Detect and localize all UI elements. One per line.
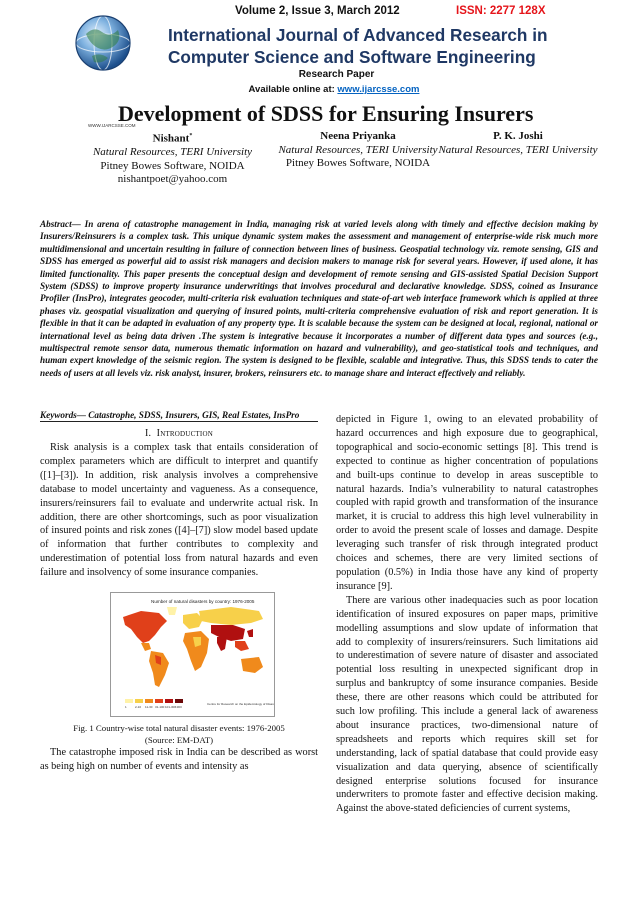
- issn: ISSN: 2277 128X: [456, 5, 546, 17]
- legend-swatch-3: [145, 699, 153, 703]
- abstract: Abstract— In arena of catastrophe management in India, managing risk at varied levels along with timely and effective decision making by Insurers/Reinsurers is a complex task. This unique dynamic system makes the assessment and management of enterprise-wide risk much more multidimensional and uncertain resulting in failure of connection between lines of business. Geospatial technology viz. remote sensing, GIS and SDSS has emerged as powerful aid to assist risk managers and decision makers to manage risk for several years. However, if used alone, it has limited functionality. This paper presents the conceptual design and development of remote sensing and GIS-assisted Spatial Decision Support System (SDSS) to improve property insurance underwritings that involves procedural and declarative knowledge. SDSS, coined as Insurance Profiler (InsPro), integrates geocoder, multi-criteria risk evaluation techniques and state-of-art web interface framework which is applied at three phases viz. geospatial visualization and querying of insured points, multi-criteria comprehensive evaluation of risk and report generation. It is flexible in that it can be adapted in evaluation of any property type. It is scalable because the system can be designed at local, regional, national or international level as being data driven .The system is integrative because it incorporates a number of different data types and sources (e.g., multispectral remote sensor data, numerous thematic information on hazard and vulnerability), and geo-statistical tools and techniques, and human expert knowledge of the seismic region. The system is designed to be flexible, scalable and integrative. Thus, this SDSS tends to cater the needs of users at all levels viz. risk analyst, insurer, brokers, reinsurers etc. to manage share and interact effectively and reliably.: [40, 219, 598, 378]
- legend-label-1: 1: [125, 705, 127, 709]
- available-online-label: Available online at:: [248, 84, 338, 95]
- left-column-text-bottom: [40, 746, 318, 774]
- intro-paragraph-2: The catastrophe imposed risk in India can be described as worst as being high on number of events and intensity as: [40, 747, 318, 772]
- author-block-1: [60, 130, 285, 187]
- section-number: I.: [145, 428, 152, 439]
- author-block-3: [428, 130, 608, 157]
- author-affiliation-1: Natural Resources, TERI University: [278, 143, 438, 156]
- figure-caption-line-2: (Source: EM-DAT): [144, 734, 214, 745]
- author-affiliation-2: Pitney Bowes Software, NOIDA: [100, 159, 245, 172]
- legend-label-2: 2-10: [135, 705, 142, 709]
- available-online: [0, 84, 638, 95]
- figure-caption-line-1: Fig. 1 Country-wise total natural disaster events: 1976-2005: [73, 723, 285, 733]
- right-column-text: [336, 413, 598, 816]
- legend-swatch-2: [135, 699, 143, 703]
- logo-caption: WWW.IJARCSSE.COM: [88, 123, 136, 128]
- author-name: P. K. Joshi: [493, 130, 543, 142]
- intro-paragraph-3: depicted in Figure 1, owing to an elevated probability of hazard occurrences and high exposure due to geographical, topographical and socio-economic settings [8]. This trend is expected to continue as higher concentration of populations and built-ups continue to develop in areas susceptible to natural hazards. India’s vulnerability to natural catastrophes coupled with rapid growth and transformation of the insurance market, it is crucial to address this high level vulnerability in order to avoid the present scale of losses and damage. Despite leveraging such transfer of risk through integrated product choices and schemes, there are very limited sections of population (0.5%) in India those have any kind of property insurance [9].: [336, 414, 598, 592]
- journal-name: [168, 24, 598, 68]
- legend-swatch-1: [125, 699, 133, 703]
- figure-credit: Centre for Research on the Epidemiology of Disasters: [207, 702, 274, 706]
- keywords: Keywords— Catastrophe, SDSS, Insurers, GIS, Real Estates, InsPro: [40, 410, 318, 422]
- author-affiliation-2: Pitney Bowes Software, NOIDA: [285, 157, 431, 169]
- section-title: Introduction: [156, 428, 213, 439]
- left-column-text: [40, 441, 318, 580]
- author-affiliation-1: Natural Resources, TERI University: [92, 146, 253, 159]
- journal-url-link[interactable]: www.ijarcsse.com: [337, 84, 420, 95]
- intro-paragraph-4: There are various other inadequacies such as poor location identification of insured exposures on paper maps, primitive modelling assumptions and slow update of information that add to complexity of insurers/reinsurers. Such limitations aid to underestimation of severe nature of disaster and associated potential loss resulting in unexpected significant drop in surplus and bankruptcy of some insurance companies. Beside these, there are other reasons which could be attributed for such low profiling. This include a general lack of awareness about insurance practices, two-dimensional nature of spreadsheets and reports which requires skill set for understanding, lack of spatial database that could provide easy visualization and data querying, absence of scientifically designed enterprise solutions focused for insurance underwriters to promote faster and effective decision making. Against the above-stated deficiencies of current systems,: [336, 594, 598, 815]
- legend-label-4: 31-100: [155, 705, 165, 709]
- legend-label-6: >300: [175, 705, 182, 709]
- legend-swatch-6: [175, 699, 183, 703]
- author-name: Nishant*: [152, 132, 193, 145]
- section-heading-introduction: [40, 428, 318, 439]
- legend-swatch-4: [155, 699, 163, 703]
- author-email: nishantpoet@yahoo.com: [117, 173, 228, 186]
- author-affiliation-1: Natural Resources, TERI University: [438, 143, 598, 156]
- author-name: Neena Priyanka: [320, 130, 396, 142]
- volume-issue: Volume 2, Issue 3, March 2012: [235, 5, 400, 17]
- intro-paragraph-1: Risk analysis is a complex task that entails consideration of complex parameters which are difficult to interpret and quantify ([1]–[3]). In addition, risk analysis involves a comprehensive database to model uncertainty and vagueness. As a consequence, insurers/reinsurers fail to evaluate and underwrite actual risk. In addition, there are other shortcomings, such as poor visualization of insured points and risk zones ([4]–[7]) slow model based update of information that further contributes to complexity and underestimation of potential loss from natural hazards and even failure and insolvency of some insurance companies.: [40, 442, 318, 579]
- legend-label-5: 101-300: [165, 705, 177, 709]
- legend-label-3: 11-30: [145, 705, 153, 709]
- legend-swatch-5: [165, 699, 173, 703]
- journal-logo-globe-icon: [72, 12, 134, 74]
- disaster-map-graphic: [111, 593, 274, 716]
- figure-map-title: Number of natural disasters by country: 1976-2005: [151, 599, 255, 604]
- figure-1-world-map: [110, 592, 275, 717]
- paper-title: Development of SDSS for Ensuring Insurers: [118, 101, 534, 126]
- paper-type: Research Paper: [298, 69, 375, 80]
- figure-1-caption: [40, 723, 318, 746]
- journal-name-line-1: International Journal of Advanced Research in: [168, 25, 548, 45]
- journal-name-line-2: Computer Science and Software Engineering: [168, 47, 536, 67]
